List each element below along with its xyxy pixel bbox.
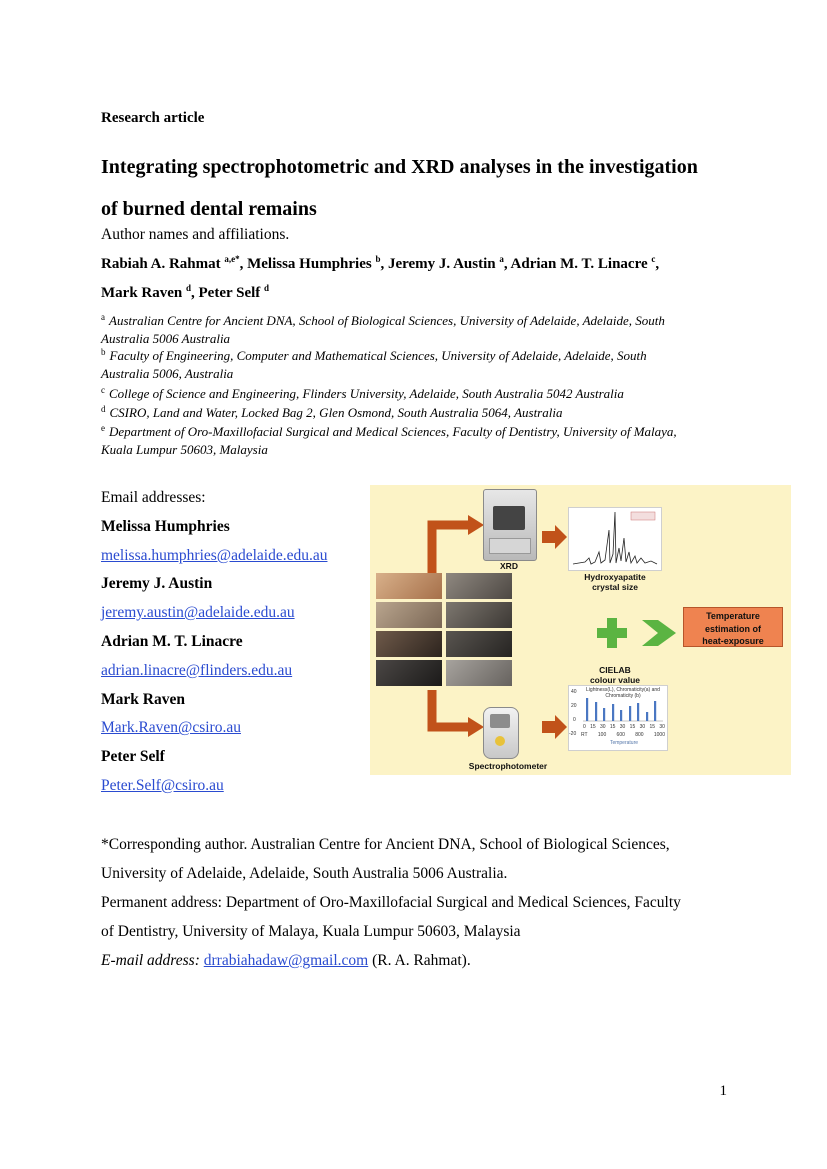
spectrophotometer-icon xyxy=(483,707,519,759)
bar xyxy=(637,703,639,721)
bar xyxy=(646,712,648,721)
x-tick: 30 xyxy=(600,724,606,730)
author-name: Melissa Humphries xyxy=(247,256,372,272)
arrow-head xyxy=(468,515,484,535)
email-suffix: (R. A. Rahmat). xyxy=(368,952,471,969)
author-name: Rabiah A. Rahmat xyxy=(101,256,221,272)
affiliation-text: CSIRO, Land and Water, Locked Bag 2, Glen Osmond, South Australia 5064, Australia xyxy=(109,405,563,420)
x-axis-label: Temperature xyxy=(609,740,639,746)
corr-line: University of Adelaide, Adelaide, South Australia 5006 Australia. xyxy=(101,865,508,882)
tooth-photo xyxy=(446,660,512,686)
contact-name: Peter Self xyxy=(101,748,165,766)
permanent-line: Permanent address: Department of Oro-Maxillofacial Surgical and Medical Sciences, Faculty xyxy=(101,894,681,911)
email-block xyxy=(101,484,381,801)
affiliation-key: b xyxy=(101,346,106,357)
affiliation-key: a xyxy=(101,311,105,322)
green-arrow-icon xyxy=(642,620,676,646)
author-name: Mark Raven xyxy=(101,285,183,301)
x-tick: 0 xyxy=(583,724,586,730)
email-link[interactable]: Mark.Raven@csiro.au xyxy=(101,719,241,737)
x-tick: 15 xyxy=(649,724,656,730)
affiliation-text: Australian Centre for Ancient DNA, School of Biological Sciences, University of Adelaide, Adelaide, South xyxy=(109,313,665,328)
arrow-down-elbow xyxy=(432,690,470,727)
y-tick: -20 xyxy=(569,731,577,737)
email-heading: Email addresses: xyxy=(101,489,206,506)
author-heading: Author names and affiliations. xyxy=(101,226,290,243)
affiliation-key: c xyxy=(101,384,105,395)
chart-title: Lightness(L), Chromaticity(a) and Chromaticity (b) xyxy=(586,687,660,699)
corresponding-email-link[interactable]: drrabiahadaw@gmail.com xyxy=(203,952,369,969)
x-tick: 15 xyxy=(629,724,636,730)
arrow-right xyxy=(542,715,567,739)
xrd-pattern xyxy=(569,508,661,570)
author-sup: d xyxy=(186,283,192,293)
email-link[interactable]: jeremy.austin@adelaide.edu.au xyxy=(101,604,295,622)
x-tick: 30 xyxy=(619,724,626,730)
affiliation-b xyxy=(101,347,741,382)
device-screen xyxy=(490,714,510,728)
tooth-photo xyxy=(376,602,442,628)
affiliation-d xyxy=(101,404,741,422)
bar xyxy=(603,708,605,721)
author-name: Adrian M. T. Linacre xyxy=(510,256,648,272)
x-tick: 30 xyxy=(659,724,665,730)
xrd-label: XRD xyxy=(500,561,518,571)
x-tick: 15 xyxy=(609,724,616,730)
affiliation-c xyxy=(101,385,741,403)
corresponding-author xyxy=(101,830,761,975)
x-tick: 800 xyxy=(635,732,644,738)
title-line: of burned dental remains xyxy=(101,198,317,220)
temperature-estimation-box: Temperature estimation of heat-exposure xyxy=(683,607,783,647)
xrd-legend xyxy=(631,512,655,520)
contact-name: Jeremy J. Austin xyxy=(101,575,213,593)
contact-name: Adrian M. T. Linacre xyxy=(101,632,243,650)
x-tick: 15 xyxy=(590,724,596,730)
affiliation-key: e xyxy=(101,422,105,433)
tooth-photo xyxy=(446,602,512,628)
tooth-photo xyxy=(446,631,512,657)
x-ticks-bottom xyxy=(581,732,665,738)
y-tick: 20 xyxy=(571,703,577,709)
bar xyxy=(654,701,656,721)
affiliation-text: Australia 5006 Australia xyxy=(101,330,231,346)
arrow-head xyxy=(468,717,484,737)
author-sup: a,e* xyxy=(224,254,240,264)
x-tick: 1000 xyxy=(653,732,665,738)
email-label: E-mail address: xyxy=(101,952,200,969)
graphical-abstract xyxy=(370,485,791,775)
page-number: 1 xyxy=(719,1083,727,1099)
affiliation-key: d xyxy=(101,403,106,414)
x-tick: 30 xyxy=(639,724,646,730)
x-tick: 600 xyxy=(616,732,625,738)
xrd-pattern-chart xyxy=(568,507,662,571)
device-button xyxy=(495,736,505,746)
author-sup: c xyxy=(651,254,656,264)
author-sup: d xyxy=(264,283,270,293)
affiliation-text: Department of Oro-Maxillofacial Surgical and Medical Sciences, Faculty of Dentistry, University of Malaya, xyxy=(109,424,677,439)
hydroxyapatite-label: Hydroxyapatite crystal size xyxy=(584,572,646,592)
corr-line: *Corresponding author. Australian Centre for Ancient DNA, School of Biological Sciences, xyxy=(101,836,670,853)
email-link[interactable]: melissa.humphries@adelaide.edu.au xyxy=(101,546,328,564)
affiliation-text: Kuala Lumpur 50603, Malaysia xyxy=(101,441,268,457)
bar xyxy=(595,702,597,721)
affiliation-e xyxy=(101,423,741,458)
cielab-chart xyxy=(568,685,668,751)
tooth-photo xyxy=(376,660,442,686)
bar xyxy=(612,704,614,721)
cielab-label: CIELAB colour value xyxy=(589,665,641,685)
plus-icon xyxy=(597,628,627,638)
x-ticks-top xyxy=(583,724,665,730)
y-tick: 0 xyxy=(573,717,576,723)
contact-name: Mark Raven xyxy=(101,690,185,708)
y-tick: 40 xyxy=(571,689,577,695)
affiliation-a xyxy=(101,312,741,347)
arrow-up-elbow xyxy=(432,525,470,573)
device-panel xyxy=(489,538,531,554)
device-window xyxy=(493,506,525,530)
x-tick: 100 xyxy=(597,732,607,738)
x-tick: RT xyxy=(581,732,588,738)
author-list: Rabiah A. Rahmat $^{a,e*}$, Melissa Humphries $^b$, Jeremy J. Austin $^a$, Adrian M. T. Linacre $^c$, Mark Raven $^d$, Peter Self $^d$ xyxy=(101,254,660,301)
bar xyxy=(629,706,631,721)
email-link[interactable]: Peter.Self@csiro.au xyxy=(101,776,224,794)
email-link[interactable]: adrian.linacre@flinders.edu.au xyxy=(101,661,293,679)
author-name: Jeremy J. Austin xyxy=(387,256,496,272)
article-title xyxy=(101,146,761,230)
author-sup: a xyxy=(499,254,504,264)
author-sup: b xyxy=(375,254,381,264)
bar xyxy=(620,710,622,721)
title-line: Integrating spectrophotometric and XRD analyses in the investigation xyxy=(101,156,698,178)
affiliation-text: Faculty of Engineering, Computer and Mathematical Sciences, University of Adelaide, Adelaide, South xyxy=(109,348,647,363)
section-label: Research article xyxy=(101,110,205,126)
tooth-photo xyxy=(376,631,442,657)
xrd-device-icon xyxy=(483,489,537,561)
author-name: Peter Self xyxy=(198,285,261,301)
arrow-right xyxy=(542,525,567,549)
affiliation-text: Australia 5006, Australia xyxy=(101,365,234,381)
tooth-photo xyxy=(446,573,512,599)
tooth-photo xyxy=(376,573,442,599)
contact-name: Melissa Humphries xyxy=(101,517,230,535)
affiliation-text: College of Science and Engineering, Flinders University, Adelaide, South Australia 5042 Australia xyxy=(109,386,624,401)
permanent-line: of Dentistry, University of Malaya, Kuala Lumpur 50603, Malaysia xyxy=(101,923,521,940)
spectrophotometer-label: Spectrophotometer xyxy=(468,761,548,771)
bar xyxy=(586,698,588,721)
